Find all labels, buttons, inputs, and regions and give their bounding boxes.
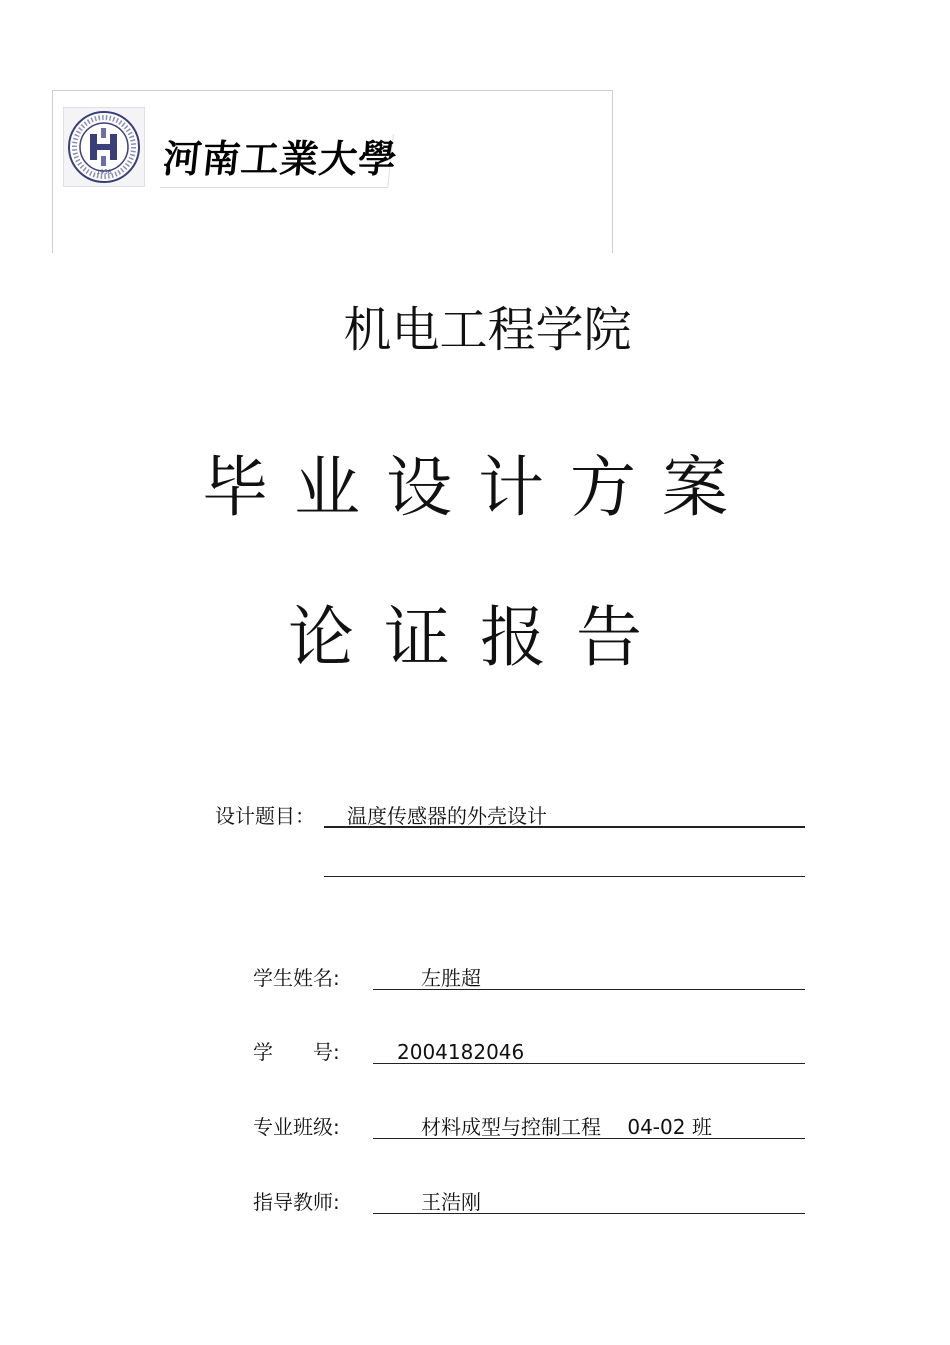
report-title-line-2: 论证报告 xyxy=(288,599,672,676)
student-id-value: 2004182046 xyxy=(397,1040,525,1064)
advisor-underline xyxy=(373,1213,805,1214)
student-name-underline xyxy=(373,989,805,990)
topic-label: 设计题目： xyxy=(215,804,315,828)
major-class-label: 专业班级: xyxy=(253,1115,340,1139)
major-class-value: 材料成型与控制工程 04-02 班 xyxy=(421,1115,712,1139)
student-name-value: 左胜超 xyxy=(421,966,481,990)
advisor-value: 王浩刚 xyxy=(421,1190,481,1214)
student-id-label: 学 号: xyxy=(253,1040,340,1064)
student-id-underline xyxy=(373,1063,805,1064)
school-name: 机电工程学院 xyxy=(343,302,632,358)
university-seal-logo xyxy=(63,107,145,187)
topic-underline-2 xyxy=(324,876,805,877)
advisor-label: 指导教师: xyxy=(253,1190,340,1214)
major-class-underline xyxy=(373,1138,805,1139)
topic-underline xyxy=(324,826,805,828)
report-title-line-1: 毕业设计方案 xyxy=(202,449,754,526)
student-name-label: 学生姓名: xyxy=(253,966,340,990)
svg-text:1956: 1956 xyxy=(96,169,112,176)
university-wordmark: 河南工業大學 xyxy=(160,134,394,188)
topic-value: 温度传感器的外壳设计 xyxy=(347,804,547,828)
